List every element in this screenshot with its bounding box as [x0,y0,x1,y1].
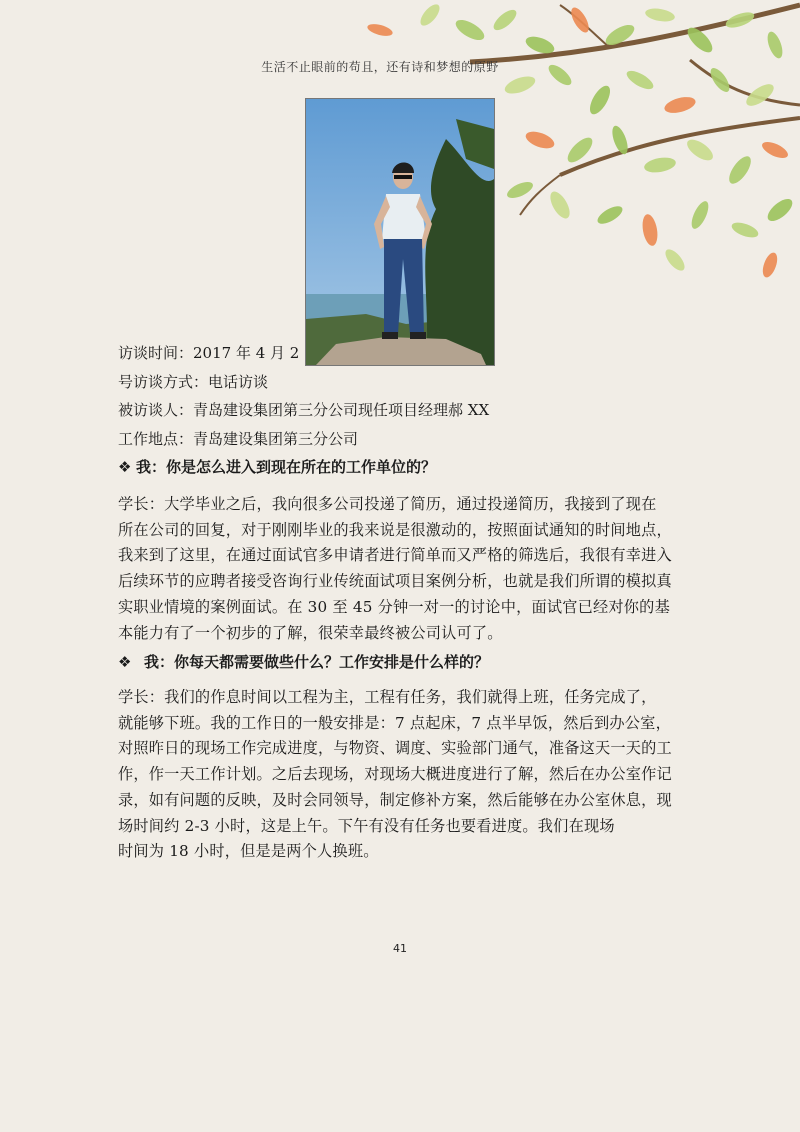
answer-line: 学长：大学毕业之后，我向很多公司投递了简历，通过投递简历，我接到了现在 [118,495,657,513]
question-2 [118,652,489,672]
interviewee: 被访谈人：青岛建设集团第三分公司现任项目经理郝 XX [118,401,490,419]
answer-line: 时间为 18 小时，但是是两个人换班。 [118,842,379,861]
portrait-photo [305,98,495,366]
question-1-text: 我：你是怎么进入到现在所在的工作单位的？ [136,458,437,476]
answer-line: 本能力有了一个初步的了解，很荣幸最终被公司认可了。 [118,623,503,642]
diamond-bullet-icon: ❖ [118,653,132,671]
answer-line: 学长：我们的作息时间以工程为主，工程有任务，我们就得上班，任务完成了， [118,688,657,706]
answer-line: 场时间约 2-3 小时，这是上午。下午有没有任务也要看进度。我们在现场 [118,816,615,835]
page-number: 41 [393,942,407,955]
diamond-bullet-icon: ❖ [118,458,132,476]
answer-line: 实职业情境的案例面试。在 30 至 45 分钟一对一的讨论中，面试官已经对你的基 [118,597,670,616]
answer-line: 就能够下班。我的工作日的一般安排是：7 点起床，7 点半早饭，然后到办公室， [118,713,671,732]
answer-line: 录，如有问题的反映，及时会同领导，制定修补方案，然后能够在办公室休息，现 [118,790,672,809]
question-2-text: 我：你每天都需要做些什么？工作安排是什么样的？ [144,653,490,671]
answer-line: 我来到了这里，在通过面试官多申请者进行简单而又严格的筛选后，我很有幸进入 [118,546,672,565]
interview-time: 访谈时间：2017 年 4 月 2 [118,344,300,362]
answer-line: 对照昨日的现场工作完成进度，与物资、调度、实验部门通气，准备这天一天的工 [118,739,672,758]
work-location: 工作地点：青岛建设集团第三分公司 [118,430,359,448]
answer-line: 后续环节的应聘者接受咨询行业传统面试项目案例分析，也就是我们所谓的模拟真 [118,572,672,591]
header-motto: 生活不止眼前的苟且，还有诗和梦想的原野 [261,60,499,74]
answer-1 [118,492,693,646]
answer-line: 所在公司的回复，对于刚刚毕业的我来说是很激动的，按照面试通知的时间地点， [118,520,672,539]
answer-line: 作，作一天工作计划。之后去现场，对现场大概进度进行了解，然后在办公室作记 [118,765,672,784]
question-1 [118,457,436,477]
interview-method: 号访谈方式：电话访谈 [118,373,269,391]
answer-2 [118,685,693,865]
